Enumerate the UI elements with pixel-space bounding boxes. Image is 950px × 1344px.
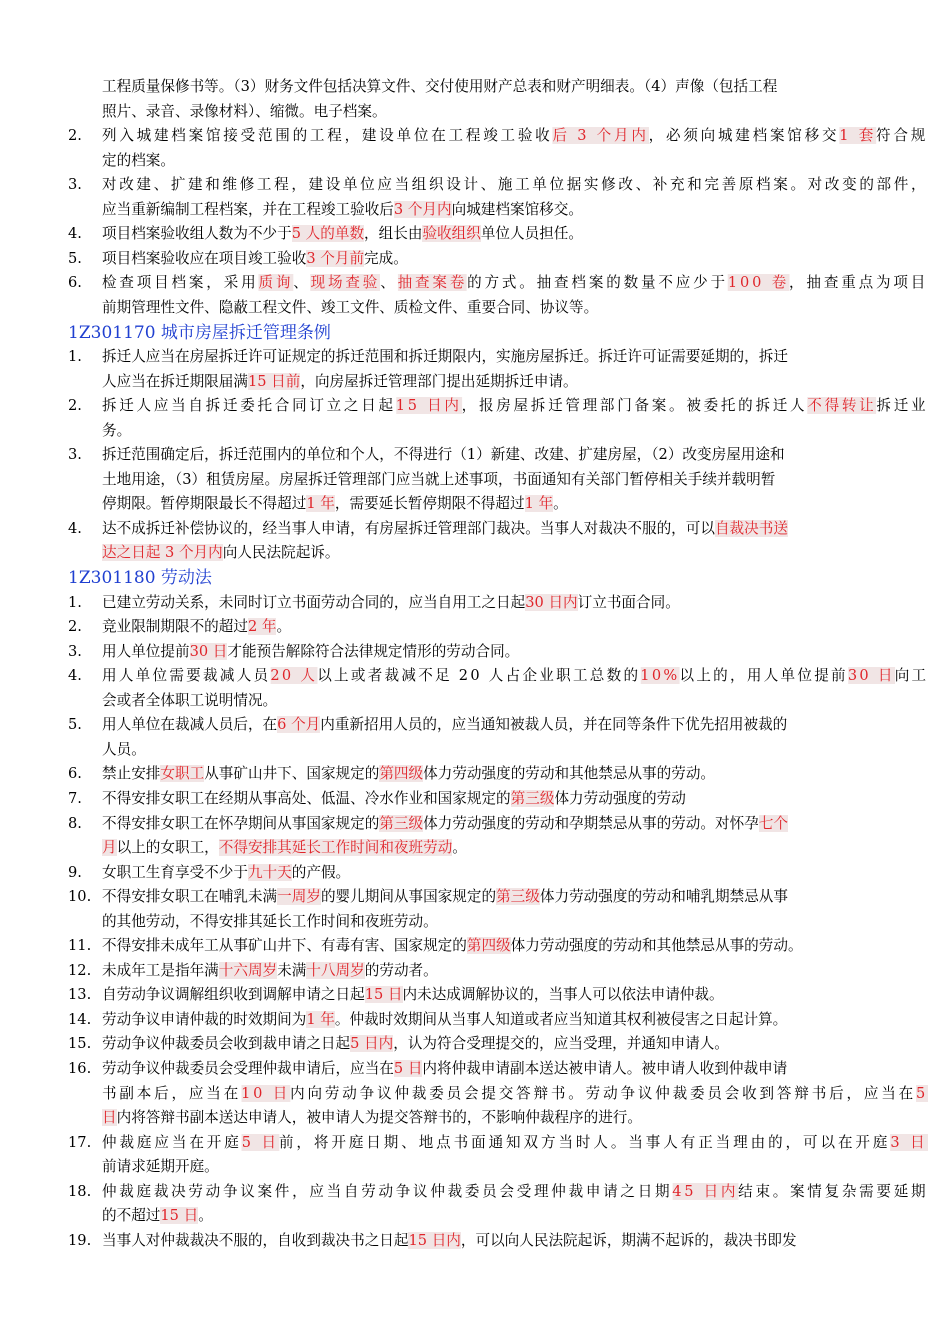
text-run: ，需要延长暂停期限不得超过 [334,495,525,513]
text-run: 向工 [894,667,929,685]
list-item-line [102,371,578,393]
text-run: 内重新招用人员的，应当通知被裁人员，并在同等条件下优先招用被裁的 [320,716,788,734]
list-item-line [102,248,408,270]
list-number: 16. [68,1060,92,1077]
text-run: 仲裁庭应当在开庭 [102,1133,242,1151]
list-number: 4. [68,667,82,685]
text-run: 用人单位提前 [102,642,190,660]
list-number: 6. [68,765,82,783]
highlighted-term: 10 日 [241,1084,291,1102]
text-run: 拆迁人应当在房屋拆迁许可证规定的拆迁范围和拆迁期限内，实施房屋拆迁。拆迁许可证需要延期的，拆迁 [102,348,788,366]
text-run: ，认为符合受理提交的，应当受理，并通知申请人。 [393,1035,729,1053]
text-run: 照片、录音、录像材料）、缩微。电子档案。 [102,102,387,120]
list-item-line [102,272,928,294]
highlighted-term: 5 日 [393,1060,423,1077]
text-run: 。仲裁时效期间从当事人知道或者应当知道其权利被侵害之日起计算。 [334,1010,788,1028]
list-number: 12. [68,961,92,979]
text-run: 对改建、扩建和维修工程，建设单位应当组织设计、施工单位据实修改、补充和完善原档案。对改变的部件， [102,176,929,194]
text-run: 才能预告解除符合法律规定情形的劳动合同。 [227,642,520,660]
highlighted-term: 不得转让 [807,397,877,415]
text-run: 。 [276,618,292,636]
highlighted-term: 15 日 [160,1207,199,1225]
list-item-line [102,444,785,466]
list-number: 5. [68,249,82,267]
text-run: 拆迁业 [876,397,929,415]
text-run: 当事人对仲裁裁决不服的，自收到裁决书之日起 [102,1231,409,1249]
text-run: 土地用途，（3）租赁房屋。房屋拆迁管理部门应当就上述事项，书面通知有关部门暂停相关手续并载明暂 [102,470,776,488]
text-run: 未成年工是指年满 [102,961,219,979]
list-number: 2. [68,397,82,415]
highlighted-term: 1 套 [839,127,877,145]
text-run: 自劳动争议调解组织收到调解申请之日起 [102,986,365,1004]
text-run: 拆迁人应当自拆迁委托合同订立之日起 [102,397,396,415]
highlighted-term: 100 卷 [727,274,790,292]
highlighted-term: 1 年 [306,495,335,513]
text-run: 书副本后，应当在 [102,1084,242,1102]
list-item-line [102,763,715,785]
list-item-line [102,665,928,687]
text-run: 、 [380,274,398,292]
text-run: 。 [452,839,467,857]
text-run: 女职工生育享受不少于 [102,863,248,881]
text-run: 单位人员担任。 [480,225,583,243]
highlighted-term: 45 日内 [672,1182,739,1200]
text-run: 、 [293,274,311,292]
text-run: 竞业限制期限不的超过 [102,618,248,636]
list-item-line [102,542,340,564]
highlighted-term: 不得安排其延长工作时间和夜班劳动 [218,839,453,857]
highlighted-term: 第三级 [496,888,540,906]
text-run: 会或者全体职工说明情况。 [102,691,278,709]
section-heading: 1Z301180 劳动法 [68,568,212,588]
highlighted-term: 第三级 [510,789,555,807]
text-run: 工程质量保修书等。（3）财务文件包括决算文件、交付使用财产总表和财产明细表。（4）声像（包括工程 [102,78,778,95]
highlighted-term: 1 年 [306,1010,335,1028]
list-item-line [102,714,787,736]
list-number: 4. [68,519,82,537]
list-number: 2. [68,618,82,636]
highlighted-term: 1 年 [524,495,554,513]
text-run: 体力劳动强度的劳动和哺乳期禁忌从事 [539,888,788,906]
highlighted-term: 30 日内 [525,593,578,611]
highlighted-term: 3 个月内 [393,200,452,218]
text-run: 订立书面合同。 [577,593,680,611]
text-run: ，可以向人民法院起诉，期满不起诉的，裁决书即发 [460,1231,797,1249]
text-run: 劳动争议仲裁委员会收到裁申请之日起 [102,1035,351,1053]
text-run: 定的档案。 [102,151,175,169]
list-item-line [102,150,175,172]
list-number: 7. [68,789,82,807]
highlighted-term: 九十天 [247,863,292,881]
list-item-line [102,592,680,614]
text-run: 人员。 [102,740,146,758]
text-run: 以上的女职工， [116,839,219,857]
text-run: ，抽查重点为项目 [789,274,929,292]
text-run: 内向劳动争议仲裁委员会提交答辩书。劳动争议仲裁委员会收到答辩书后，应当在 [290,1084,917,1102]
text-run: 。 [198,1207,213,1225]
text-run: 的其他劳动，不得安排其延长工作时间和夜班劳动。 [102,912,438,930]
text-run: 用人单位需要裁减人员 [102,667,271,685]
highlighted-term: 15 日内 [408,1231,461,1249]
list-item-line [102,1156,219,1178]
text-run: 的不超过 [102,1207,161,1225]
list-number: 1. [68,348,82,366]
list-number: 9. [68,863,82,881]
list-item-line [102,346,788,368]
highlighted-term: 质询 [258,274,294,292]
highlighted-term: 七个 [758,814,788,832]
text-run: 内将仲裁申请副本送达被申请人。被申请人收到仲裁申请 [422,1060,788,1077]
list-item-line [102,1033,729,1055]
list-number: 2. [68,127,82,145]
list-item-line [102,935,803,957]
text-run: 劳动争议申请仲裁的时效期间为 [102,1010,307,1028]
text-run: 拆迁范围确定后，拆迁范围内的单位和个人，不得进行（1）新建、改建、扩建房屋，（2）改变房屋用途和 [102,446,785,464]
list-item-line [102,960,438,982]
list-item-line [102,1009,787,1031]
text-run: 符合规 [876,127,929,145]
text-run: 项目档案验收应在项目竣工验收 [102,249,307,267]
list-number: 14. [68,1010,92,1028]
highlighted-term: 十六周岁 [218,961,278,979]
text-run: 不得安排女职工在怀孕期间从事国家规定的 [102,814,380,832]
text-run: ，报房屋拆迁管理部门备案。被委托的拆迁人 [461,397,808,415]
highlighted-term: 3 个月前 [306,249,365,267]
list-number: 8. [68,814,82,832]
text-line [102,76,777,98]
list-item-line [102,690,277,712]
list-item-line [102,174,928,196]
highlighted-term: 30 日 [847,667,895,685]
text-run: 内将答辩书副本送达申请人，被申请人为提交答辩书的，不影响仲裁程序的进行。 [116,1109,642,1127]
text-run: 人应当在拆迁期限届满 [102,372,248,390]
text-run: 达不成拆迁补偿协议的，经当事人申请，有房屋拆迁管理部门裁决。当事人对裁决不服的，可以 [102,519,715,537]
text-run: 以上的，用人单位提前 [679,667,848,685]
list-item-line [102,641,519,663]
text-run: 停期限。暂停期限最长不得超过 [102,495,307,513]
text-run: 体力劳动强度的劳动和其他禁忌从事的劳动。 [423,765,716,783]
highlighted-term: 女职工 [160,765,205,783]
text-run: 向人民法院起诉。 [222,544,340,562]
highlighted-term: 15 日 [364,986,403,1004]
highlighted-term: 第四级 [466,937,511,955]
text-run: 不得安排未成年工从事矿山井下、有毒有害、国家规定的 [102,937,467,955]
highlighted-term: 5 日内 [350,1035,394,1053]
list-number: 13. [68,986,92,1004]
highlighted-term: 5 人的单数 [291,225,365,243]
text-run: 完成。 [364,249,408,267]
section-heading: 1Z301170 城市房屋拆迁管理条例 [68,322,331,343]
list-number: 19. [68,1231,92,1249]
highlighted-term: 第三级 [379,814,424,832]
highlighted-term: 第四级 [379,765,424,783]
list-number: 3. [68,176,82,194]
text-run: 前请求延期开庭。 [102,1158,219,1176]
list-item-line [102,616,291,638]
list-number: 17. [68,1133,92,1151]
list-item-line [102,518,788,540]
text-run: 的婴儿期间从事国家规定的 [320,888,497,906]
list-number: 15. [68,1035,92,1053]
list-item-line [102,199,583,221]
list-item-line [102,1058,787,1080]
list-item-line [102,1181,928,1203]
text-run: 内未达成调解协议的，当事人可以依法申请仲裁。 [402,986,724,1004]
text-line [102,101,387,123]
text-run: 项目档案验收组人数为不少于 [102,225,292,243]
highlighted-term: 自裁决书送 [714,519,788,537]
list-item-line [102,813,788,835]
text-run: 前，将开庭日期、地点书面通知双方当时人。当事人有正当理由的，可以在开庭 [278,1133,891,1151]
text-run: 。 [553,495,568,513]
list-item-line [102,223,583,245]
list-item-line [102,1205,213,1227]
list-item-line [102,493,568,515]
text-run: 劳动争议仲裁委员会受理仲裁申请后，应当在 [102,1060,394,1077]
list-number: 3. [68,642,82,660]
text-run: 不得安排女职工在哺乳未满 [102,888,278,906]
text-run: 体力劳动强度的劳动和孕期禁忌从事的劳动。对怀孕 [423,814,759,832]
text-run: 的方式。抽查档案的数量不应少于 [467,274,728,292]
highlighted-term: 5 日 [241,1133,279,1151]
list-item-line [102,739,146,761]
text-run: ，组长由 [364,225,423,243]
list-item-line [102,911,438,933]
text-run: 结束。案情复杂需要延期 [738,1182,929,1200]
highlighted-term: 一周岁 [277,888,321,906]
highlighted-term: 15 日内 [395,397,462,415]
list-number: 11. [68,937,92,955]
list-item-line [102,395,928,417]
text-run: 已建立劳动关系，未同时订立书面劳动合同的，应当自用工之日起 [102,593,526,611]
highlighted-term: 10% [640,667,680,685]
text-run: 以上或者裁减不足 20 人占企业职工总数的 [317,667,641,685]
highlighted-term: 达之日起 3 个月内 [102,544,223,562]
list-item-line [102,788,686,810]
list-item-line [102,1083,928,1105]
highlighted-term: 30 日 [189,642,228,660]
text-run: 不得安排女职工在经期从事高处、低温、冷水作业和国家规定的 [102,789,511,807]
list-item-line [102,125,928,147]
highlighted-term: 后 3 个月内 [552,127,649,145]
text-run: 仲裁庭裁决劳动争议案件，应当自劳动争议仲裁委员会受理仲裁申请之日期 [102,1182,673,1200]
list-item-line [102,469,775,491]
list-item-line [102,1107,642,1129]
list-number: 18. [68,1182,92,1200]
highlighted-term: 15 日前 [247,372,301,390]
list-item-line [102,837,467,859]
list-item-line [102,1132,928,1154]
text-run: 用人单位在裁减人员后，在 [102,716,278,734]
text-run: 的劳动者。 [364,961,438,979]
list-item-line [102,1230,797,1252]
text-run: 列入城建档案馆接受范围的工程，建设单位在工程竣工验收 [102,127,553,145]
text-run: 前期管理性文件、隐蔽工程文件、竣工文件、质检文件、重要合同、协议等。 [102,298,599,316]
highlighted-term: 验收组织 [422,225,481,243]
highlighted-term: 日 [102,1109,117,1127]
highlighted-term: 5 [916,1084,929,1102]
list-number: 10. [68,888,92,906]
text-run: 体力劳动强度的劳动和其他禁忌从事的劳动。 [510,937,803,955]
list-number: 6. [68,274,82,292]
list-item-line [102,297,598,319]
text-run: 的产假。 [291,863,351,881]
highlighted-term: 20 人 [270,667,318,685]
list-number: 3. [68,446,82,464]
highlighted-term: 抽查案卷 [397,274,468,292]
highlighted-term: 3 日 [890,1133,928,1151]
list-item-line [102,886,788,908]
text-run: 从事矿山井下、国家规定的 [204,765,380,783]
text-run: 未满 [277,961,307,979]
list-number: 5. [68,716,82,734]
list-number: 4. [68,225,82,243]
highlighted-term: 现场查验 [310,274,381,292]
text-run: 检查项目档案，采用 [102,274,259,292]
text-run: 务。 [102,421,132,439]
highlighted-term: 月 [102,839,117,857]
text-run: 禁止安排 [102,765,161,783]
text-run: 向城建档案馆移交。 [451,200,583,218]
list-number: 1. [68,593,82,611]
highlighted-term: 6 个月 [277,716,321,734]
text-run: ，向房屋拆迁管理部门提出延期拆迁申请。 [300,372,578,390]
list-item-line [102,420,131,442]
text-run: ，必须向城建档案馆移交 [648,127,840,145]
list-item-line [102,862,350,884]
text-run: 应当重新编制工程档案，并在工程竣工验收后 [102,200,394,218]
list-item-line [102,984,724,1006]
text-run: 体力劳动强度的劳动 [554,789,686,807]
highlighted-term: 2 年 [247,618,277,636]
highlighted-term: 十八周岁 [306,961,365,979]
